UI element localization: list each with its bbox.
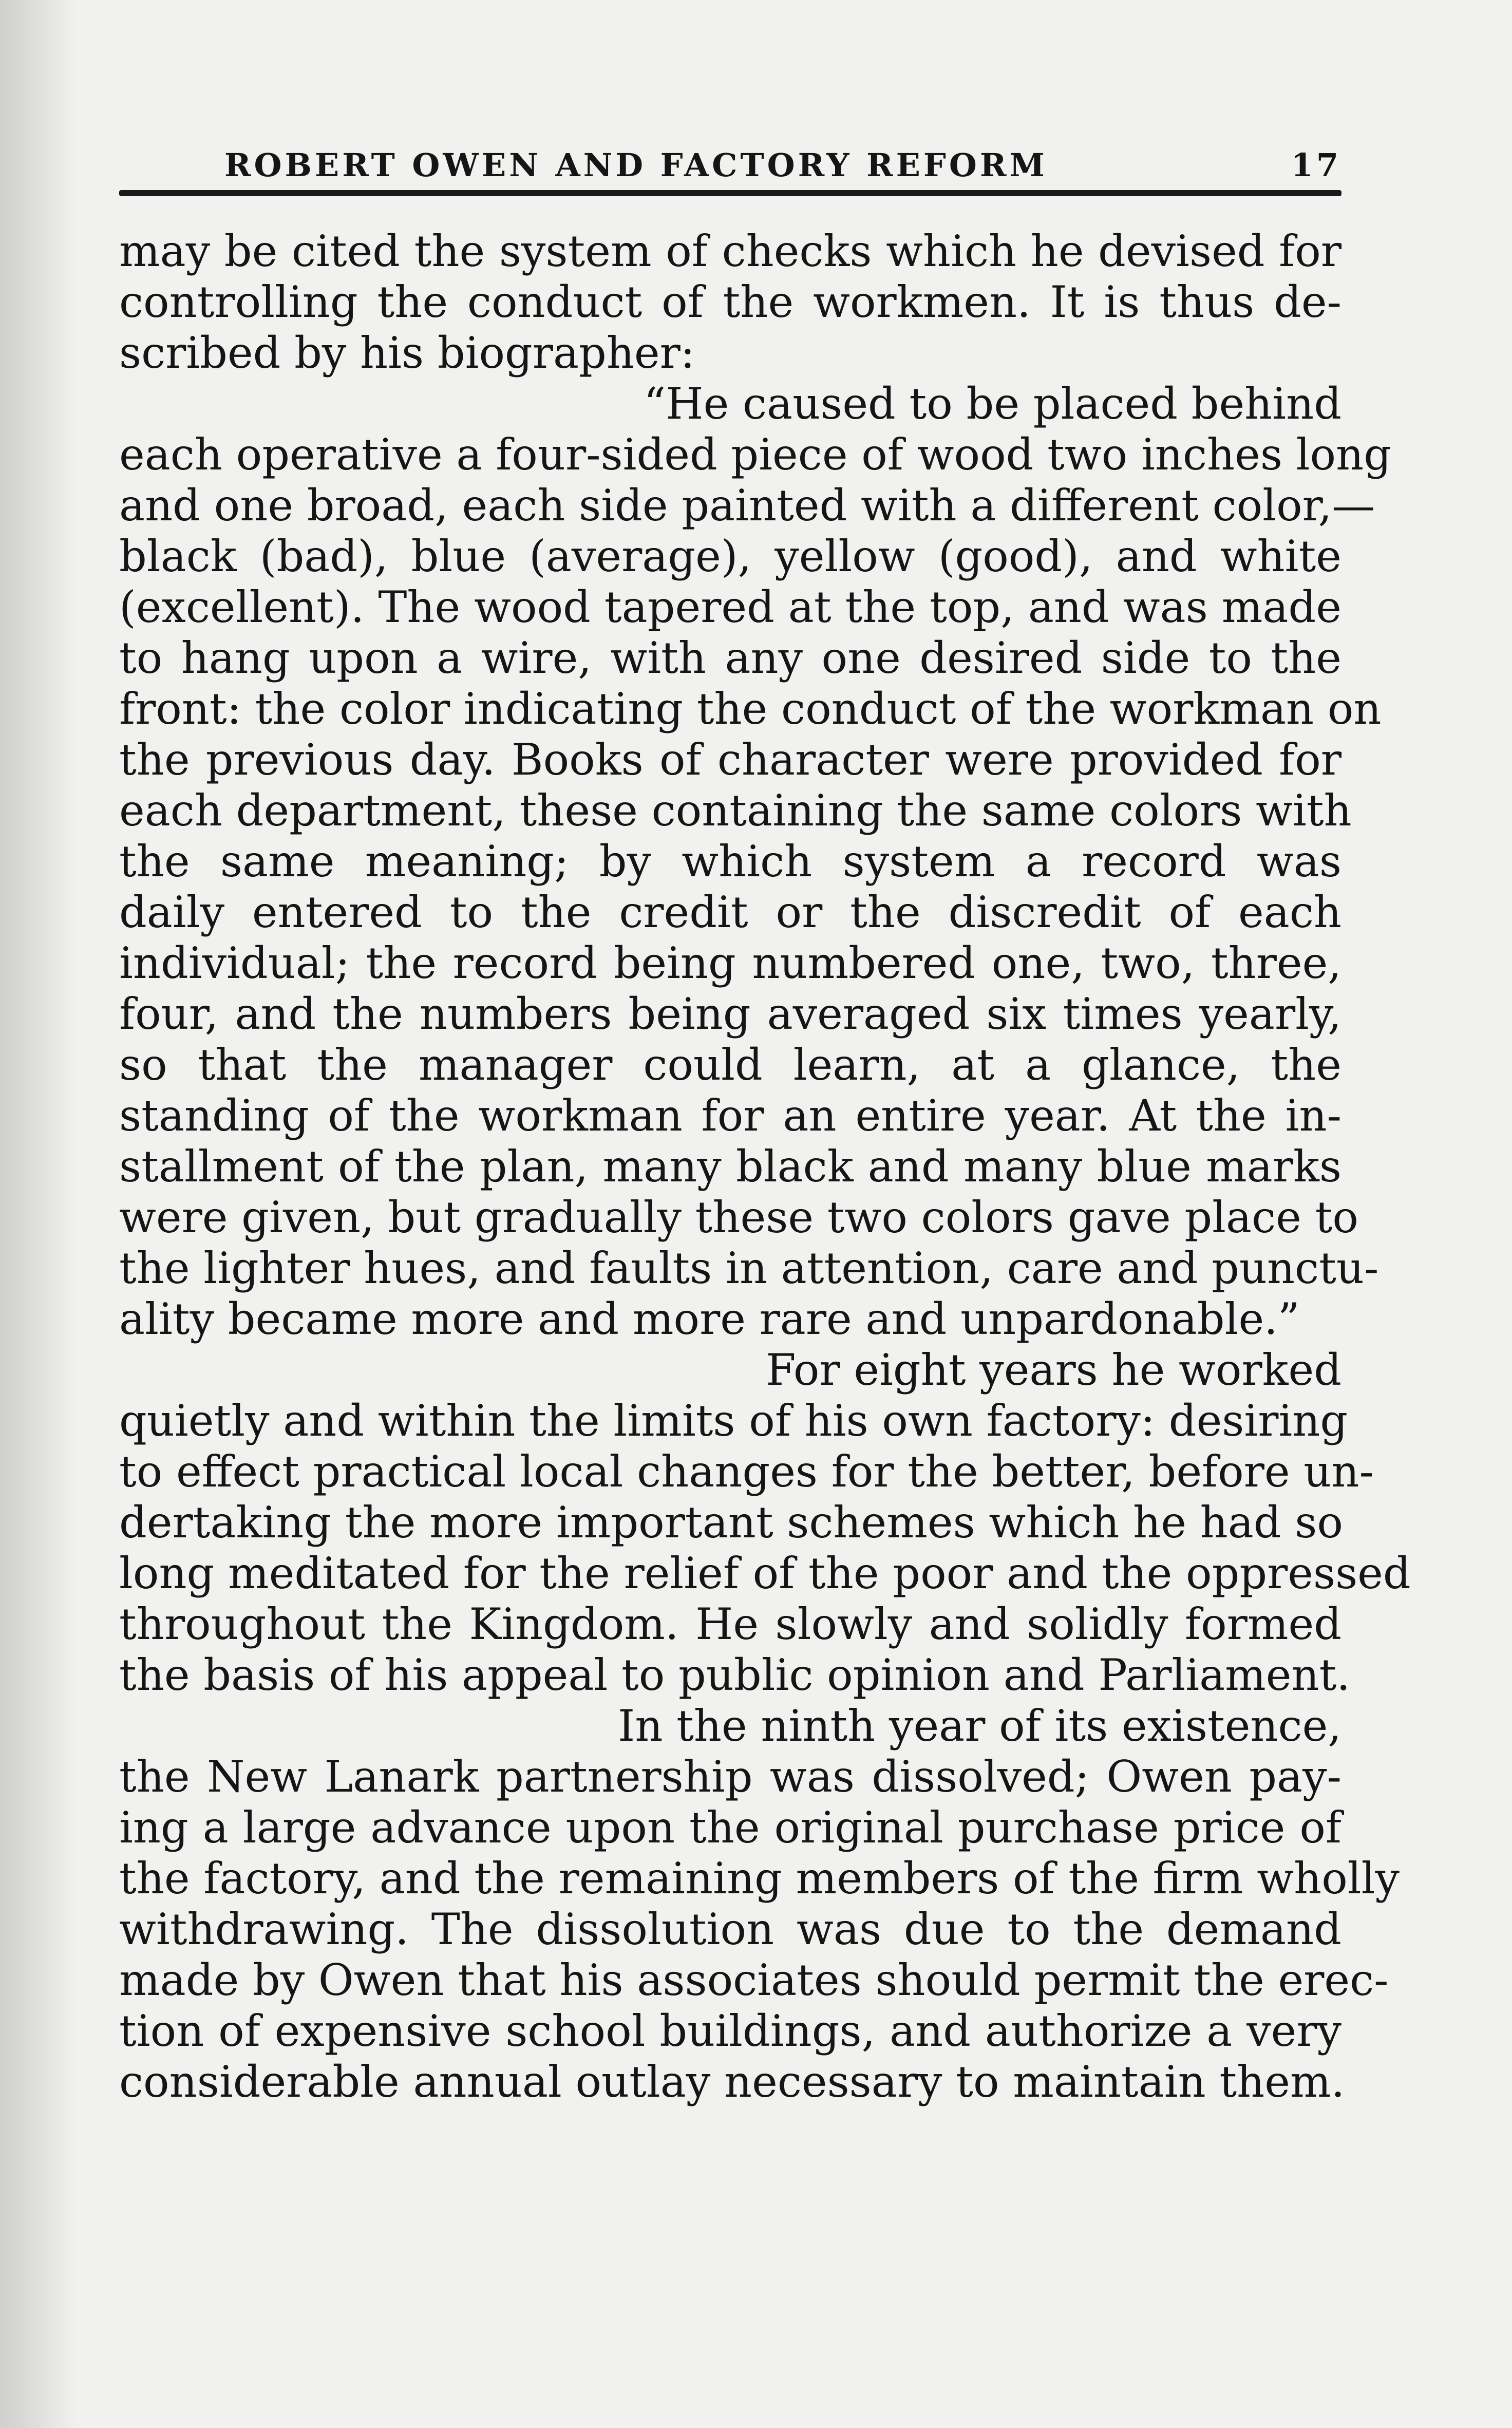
text-line: standing of the workman for an entire year. At the in- [119, 1090, 1341, 1141]
header-rule [119, 190, 1341, 196]
text-line: and one broad, each side painted with a different color,— [119, 480, 1375, 531]
text-line: were given, but gradually these two colors gave place to [119, 1192, 1358, 1243]
block-quote-start-line: “He caused to be placed behind [644, 379, 1341, 429]
text-line: black (bad), blue (average), yellow (good), and white [119, 531, 1341, 581]
text-line: may be cited the system of checks which he devised for [119, 226, 1341, 276]
text-line: quietly and within the limits of his own factory: desiring [119, 1396, 1348, 1446]
text-line: ality became more and more rare and unpardonable.” [119, 1294, 1300, 1344]
running-title: ROBERT OWEN AND FACTORY REFORM [224, 146, 1048, 184]
page-gutter-shadow [0, 0, 77, 2428]
text-line: (excellent). The wood tapered at the top, and was made [119, 582, 1341, 632]
text-line: front: the color indicating the conduct of the workman on [119, 684, 1382, 734]
paragraph-start-line: For eight years he worked [766, 1345, 1341, 1395]
text-line: four, and the numbers being averaged six times yearly, [119, 989, 1341, 1039]
book-page [119, 141, 1411, 2107]
text-line: throughout the Kingdom. He slowly and solidly formed [119, 1599, 1341, 1649]
text-line: dertaking the more important schemes which he had so [119, 1497, 1343, 1548]
text-line: ing a large advance upon the original purchase price of [119, 1802, 1341, 1853]
text-line: individual; the record being numbered one, two, three, [119, 938, 1341, 988]
paragraph-start-line: In the ninth year of its existence, [618, 1701, 1341, 1751]
text-line: each operative a four-sided piece of wood two inches long [119, 429, 1391, 480]
text-line: stallment of the plan, many black and many blue marks [119, 1141, 1341, 1192]
body-text [119, 226, 1411, 2107]
text-line: to effect practical local changes for the better, before un- [119, 1446, 1374, 1497]
text-line: the same meaning; by which system a record was [119, 836, 1341, 887]
text-line: the previous day. Books of character were provided for [119, 735, 1341, 785]
text-line: tion of expensive school buildings, and authorize a very [119, 2006, 1341, 2056]
text-line: withdrawing. The dissolution was due to the demand [119, 1904, 1341, 1954]
text-line: considerable annual outlay necessary to maintain them. [119, 2057, 1345, 2107]
text-line: made by Owen that his associates should permit the erec- [119, 1955, 1389, 2005]
text-line: each department, these containing the same colors with [119, 785, 1352, 836]
text-line: the basis of his appeal to public opinion and Parliament. [119, 1650, 1351, 1700]
running-header [119, 141, 1341, 190]
text-line: the factory, and the remaining members of the firm wholly [119, 1853, 1400, 1904]
text-line: daily entered to the credit or the discredit of each [119, 887, 1341, 937]
text-line: so that the manager could learn, at a glance, the [119, 1040, 1341, 1090]
text-line: the New Lanark partnership was dissolved; Owen pay- [119, 1752, 1341, 1802]
text-line: long meditated for the relief of the poor and the oppressed [119, 1548, 1411, 1598]
text-line: scribed by his biographer: [119, 328, 695, 378]
page-number: 17 [1291, 146, 1341, 184]
text-line: controlling the conduct of the workmen. It is thus de- [119, 277, 1341, 327]
text-line: the lighter hues, and faults in attention, care and punctu- [119, 1243, 1379, 1293]
text-line: to hang upon a wire, with any one desired side to the [119, 633, 1341, 683]
